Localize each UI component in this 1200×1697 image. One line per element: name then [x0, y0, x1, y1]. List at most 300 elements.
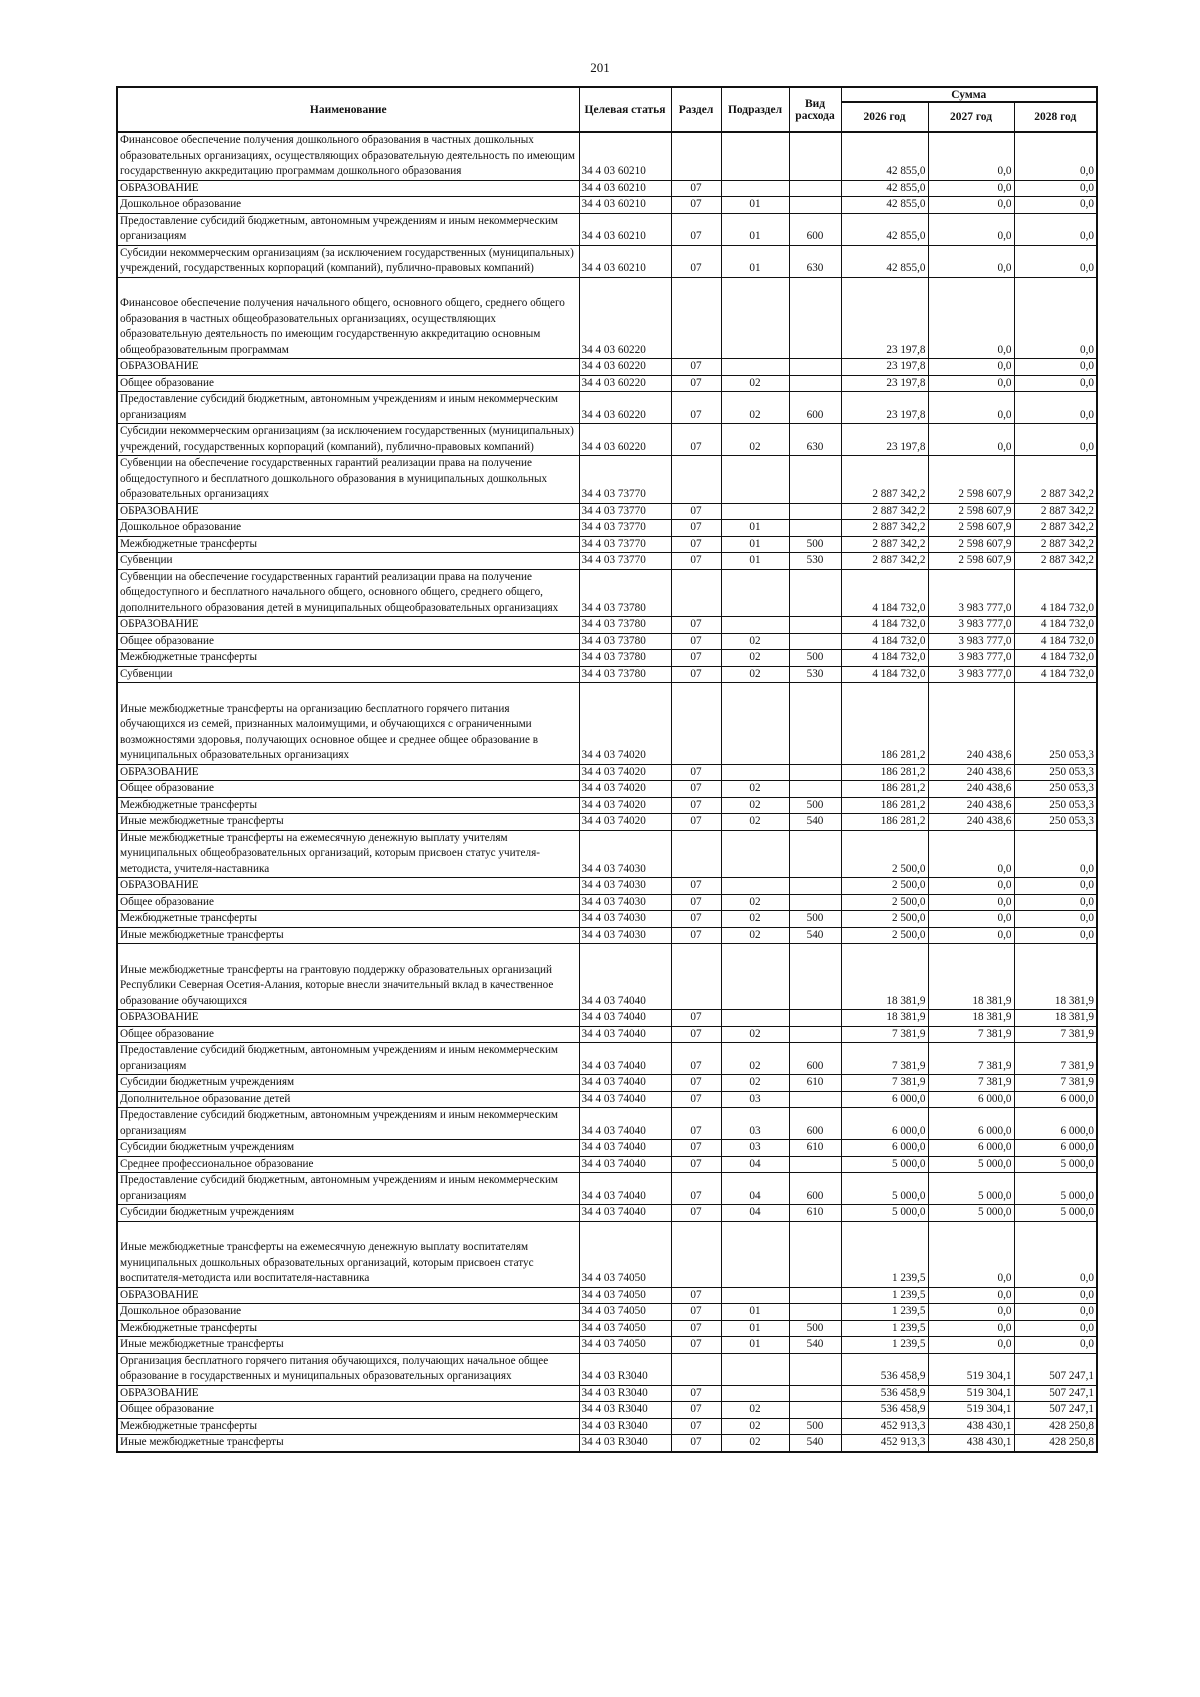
cell-expense-type	[789, 503, 841, 520]
cell-sum-2027: 0,0	[928, 245, 1014, 277]
cell-name: Общее образование	[117, 633, 579, 650]
table-row	[117, 1353, 1097, 1385]
cell-sum-2027: 18 381,9	[928, 1010, 1014, 1027]
cell-subsection: 02	[721, 375, 789, 392]
cell-section: 07	[671, 392, 721, 424]
cell-section	[671, 1353, 721, 1385]
cell-name: Предоставление субсидий бюджетным, автономным учреждениям и иным некоммерческим организациям	[117, 213, 579, 245]
cell-sum-2027: 0,0	[928, 132, 1014, 180]
cell-subsection: 04	[721, 1205, 789, 1222]
cell-sum-2027: 2 598 607,9	[928, 456, 1014, 504]
cell-name: Общее образование	[117, 781, 579, 798]
table-row	[117, 1205, 1097, 1222]
cell-sum-2026: 2 887 342,2	[841, 520, 928, 537]
table-row	[117, 1287, 1097, 1304]
cell-subsection: 02	[721, 1435, 789, 1452]
cell-sum-2027: 0,0	[928, 424, 1014, 456]
cell-name: Субвенции	[117, 553, 579, 570]
cell-section: 07	[671, 797, 721, 814]
cell-name: Дошкольное образование	[117, 520, 579, 537]
cell-sum-2027: 6 000,0	[928, 1108, 1014, 1140]
cell-expense-type	[789, 1156, 841, 1173]
cell-expense-type	[789, 1010, 841, 1027]
cell-subsection	[721, 1385, 789, 1402]
cell-subsection: 01	[721, 553, 789, 570]
cell-target-code: 34 4 03 74040	[579, 944, 671, 1010]
cell-sum-2027: 0,0	[928, 392, 1014, 424]
cell-target-code: 34 4 03 R3040	[579, 1435, 671, 1452]
table-row	[117, 944, 1097, 1010]
cell-sum-2026: 186 281,2	[841, 683, 928, 765]
cell-sum-2028: 507 247,1	[1014, 1353, 1097, 1385]
cell-sum-2026: 18 381,9	[841, 944, 928, 1010]
cell-sum-2027: 240 438,6	[928, 814, 1014, 831]
col-header-target: Целевая статья	[579, 87, 671, 132]
cell-target-code: 34 4 03 74040	[579, 1108, 671, 1140]
cell-expense-type	[789, 375, 841, 392]
cell-expense-type: 600	[789, 392, 841, 424]
cell-sum-2028: 4 184 732,0	[1014, 666, 1097, 683]
cell-subsection: 03	[721, 1140, 789, 1157]
cell-sum-2026: 4 184 732,0	[841, 633, 928, 650]
cell-subsection	[721, 359, 789, 376]
cell-sum-2026: 2 500,0	[841, 894, 928, 911]
cell-name	[117, 1221, 579, 1287]
cell-section: 07	[671, 1402, 721, 1419]
cell-sum-2026: 6 000,0	[841, 1108, 928, 1140]
cell-sum-2026: 186 281,2	[841, 814, 928, 831]
cell-expense-type	[789, 1385, 841, 1402]
cell-subsection: 02	[721, 424, 789, 456]
cell-sum-2028: 428 250,8	[1014, 1418, 1097, 1435]
cell-sum-2027: 3 983 777,0	[928, 650, 1014, 667]
cell-target-code: 34 4 03 60220	[579, 277, 671, 359]
cell-section: 07	[671, 520, 721, 537]
table-row	[117, 277, 1097, 359]
cell-expense-type	[789, 197, 841, 214]
cell-section	[671, 944, 721, 1010]
cell-target-code: 34 4 03 60210	[579, 213, 671, 245]
cell-sum-2028: 0,0	[1014, 1337, 1097, 1354]
cell-sum-2026: 1 239,5	[841, 1304, 928, 1321]
cell-section	[671, 830, 721, 878]
cell-expense-type	[789, 1353, 841, 1385]
cell-sum-2028: 0,0	[1014, 392, 1097, 424]
cell-name: Среднее профессиональное образование	[117, 1156, 579, 1173]
cell-expense-type	[789, 456, 841, 504]
cell-name-text: Иные межбюджетные трансферты на ежемесячную денежную выплату воспитателям муниципальных дошкольных образовательных организаций, которым присвоен статус воспитателя-методиста или воспитателя-наставника	[120, 1241, 534, 1284]
cell-expense-type: 600	[789, 213, 841, 245]
cell-subsection: 02	[721, 666, 789, 683]
cell-target-code: 34 4 03 73780	[579, 650, 671, 667]
cell-subsection: 02	[721, 911, 789, 928]
cell-subsection: 03	[721, 1091, 789, 1108]
cell-section: 07	[671, 1287, 721, 1304]
cell-subsection	[721, 683, 789, 765]
cell-section: 07	[671, 1337, 721, 1354]
cell-sum-2028: 0,0	[1014, 927, 1097, 944]
cell-sum-2028: 0,0	[1014, 911, 1097, 928]
cell-section: 07	[671, 1026, 721, 1043]
cell-name	[117, 683, 579, 765]
cell-expense-type	[789, 359, 841, 376]
cell-sum-2027: 0,0	[928, 1320, 1014, 1337]
cell-sum-2027: 0,0	[928, 359, 1014, 376]
cell-sum-2026: 5 000,0	[841, 1173, 928, 1205]
cell-name: ОБРАЗОВАНИЕ	[117, 359, 579, 376]
cell-sum-2027: 5 000,0	[928, 1205, 1014, 1222]
cell-subsection: 01	[721, 245, 789, 277]
cell-target-code: 34 4 03 74040	[579, 1043, 671, 1075]
cell-sum-2028: 507 247,1	[1014, 1385, 1097, 1402]
cell-section	[671, 569, 721, 617]
cell-sum-2028: 0,0	[1014, 1320, 1097, 1337]
cell-section: 07	[671, 1205, 721, 1222]
cell-target-code: 34 4 03 60210	[579, 180, 671, 197]
cell-subsection	[721, 617, 789, 634]
table-row	[117, 245, 1097, 277]
cell-sum-2027: 18 381,9	[928, 944, 1014, 1010]
cell-sum-2027: 240 438,6	[928, 797, 1014, 814]
cell-section: 07	[671, 536, 721, 553]
cell-target-code: 34 4 03 74030	[579, 894, 671, 911]
cell-sum-2028: 0,0	[1014, 180, 1097, 197]
cell-section: 07	[671, 197, 721, 214]
cell-subsection	[721, 764, 789, 781]
cell-sum-2028: 2 887 342,2	[1014, 503, 1097, 520]
cell-expense-type	[789, 944, 841, 1010]
cell-name: Межбюджетные трансферты	[117, 650, 579, 667]
cell-subsection: 01	[721, 197, 789, 214]
cell-subsection: 02	[721, 797, 789, 814]
cell-section: 07	[671, 1320, 721, 1337]
cell-name: Иные межбюджетные трансферты	[117, 1337, 579, 1354]
cell-sum-2027: 0,0	[928, 1337, 1014, 1354]
cell-subsection: 02	[721, 814, 789, 831]
table-row	[117, 1075, 1097, 1092]
cell-sum-2027: 0,0	[928, 375, 1014, 392]
cell-section: 07	[671, 1140, 721, 1157]
cell-section: 07	[671, 1043, 721, 1075]
cell-target-code: 34 4 03 74040	[579, 1026, 671, 1043]
cell-expense-type: 610	[789, 1075, 841, 1092]
cell-sum-2027: 5 000,0	[928, 1156, 1014, 1173]
cell-subsection	[721, 1221, 789, 1287]
cell-expense-type	[789, 633, 841, 650]
cell-name: Межбюджетные трансферты	[117, 797, 579, 814]
table-row	[117, 197, 1097, 214]
cell-name: Общее образование	[117, 1402, 579, 1419]
table-row	[117, 1304, 1097, 1321]
cell-sum-2027: 0,0	[928, 1221, 1014, 1287]
cell-expense-type	[789, 1402, 841, 1419]
cell-section: 07	[671, 894, 721, 911]
cell-target-code: 34 4 03 74050	[579, 1287, 671, 1304]
cell-sum-2027: 2 598 607,9	[928, 536, 1014, 553]
cell-section: 07	[671, 617, 721, 634]
cell-target-code: 34 4 03 74020	[579, 781, 671, 798]
cell-target-code: 34 4 03 73770	[579, 520, 671, 537]
cell-sum-2028: 7 381,9	[1014, 1075, 1097, 1092]
cell-name: Организация бесплатного горячего питания обучающихся, получающих начальное общее образование в государственных и муниципальных образовательных организациях	[117, 1353, 579, 1385]
cell-expense-type: 500	[789, 797, 841, 814]
cell-expense-type	[789, 569, 841, 617]
cell-section	[671, 683, 721, 765]
cell-sum-2028: 0,0	[1014, 213, 1097, 245]
cell-sum-2027: 3 983 777,0	[928, 633, 1014, 650]
table-row	[117, 132, 1097, 180]
cell-subsection	[721, 944, 789, 1010]
cell-expense-type: 500	[789, 1418, 841, 1435]
col-header-2027: 2027 год	[928, 102, 1014, 132]
cell-target-code: 34 4 03 74040	[579, 1010, 671, 1027]
cell-subsection: 01	[721, 1304, 789, 1321]
cell-expense-type: 500	[789, 911, 841, 928]
cell-name: Субвенции	[117, 666, 579, 683]
cell-expense-type: 600	[789, 1043, 841, 1075]
cell-section: 07	[671, 927, 721, 944]
cell-sum-2027: 7 381,9	[928, 1075, 1014, 1092]
table-row	[117, 1435, 1097, 1452]
cell-subsection: 02	[721, 1043, 789, 1075]
cell-section: 07	[671, 424, 721, 456]
cell-target-code: 34 4 03 74030	[579, 927, 671, 944]
cell-subsection: 01	[721, 213, 789, 245]
cell-sum-2027: 3 983 777,0	[928, 569, 1014, 617]
table-row	[117, 683, 1097, 765]
table-row	[117, 781, 1097, 798]
cell-sum-2026: 186 281,2	[841, 797, 928, 814]
cell-name: ОБРАЗОВАНИЕ	[117, 503, 579, 520]
cell-target-code: 34 4 03 73780	[579, 633, 671, 650]
cell-sum-2027: 6 000,0	[928, 1091, 1014, 1108]
cell-sum-2026: 4 184 732,0	[841, 569, 928, 617]
cell-expense-type	[789, 520, 841, 537]
cell-section: 07	[671, 650, 721, 667]
cell-sum-2026: 23 197,8	[841, 392, 928, 424]
table-row	[117, 1385, 1097, 1402]
cell-sum-2026: 4 184 732,0	[841, 666, 928, 683]
cell-sum-2026: 1 239,5	[841, 1221, 928, 1287]
cell-subsection: 01	[721, 1320, 789, 1337]
cell-sum-2026: 4 184 732,0	[841, 650, 928, 667]
cell-expense-type	[789, 894, 841, 911]
cell-subsection: 04	[721, 1173, 789, 1205]
cell-expense-type: 530	[789, 666, 841, 683]
cell-expense-type: 630	[789, 424, 841, 456]
cell-sum-2028: 0,0	[1014, 197, 1097, 214]
cell-subsection: 02	[721, 781, 789, 798]
cell-target-code: 34 4 03 R3040	[579, 1418, 671, 1435]
table-row	[117, 894, 1097, 911]
table-row	[117, 911, 1097, 928]
cell-name: Иные межбюджетные трансферты	[117, 927, 579, 944]
cell-sum-2026: 2 887 342,2	[841, 536, 928, 553]
cell-section: 07	[671, 245, 721, 277]
cell-target-code: 34 4 03 74030	[579, 911, 671, 928]
cell-target-code: 34 4 03 74020	[579, 814, 671, 831]
cell-sum-2027: 438 430,1	[928, 1435, 1014, 1452]
cell-sum-2027: 519 304,1	[928, 1353, 1014, 1385]
cell-section: 07	[671, 553, 721, 570]
cell-expense-type: 540	[789, 1435, 841, 1452]
cell-target-code: 34 4 03 60220	[579, 424, 671, 456]
table-row	[117, 830, 1097, 878]
cell-sum-2028: 0,0	[1014, 245, 1097, 277]
table-row	[117, 424, 1097, 456]
cell-sum-2028: 2 887 342,2	[1014, 520, 1097, 537]
cell-name: Предоставление субсидий бюджетным, автономным учреждениям и иным некоммерческим организациям	[117, 1043, 579, 1075]
cell-sum-2026: 5 000,0	[841, 1205, 928, 1222]
cell-sum-2028: 250 053,3	[1014, 683, 1097, 765]
cell-subsection: 03	[721, 1108, 789, 1140]
cell-subsection	[721, 878, 789, 895]
cell-section: 07	[671, 1304, 721, 1321]
cell-section: 07	[671, 1435, 721, 1452]
cell-sum-2028: 428 250,8	[1014, 1435, 1097, 1452]
col-header-name: Наименование	[117, 87, 579, 132]
cell-sum-2026: 42 855,0	[841, 245, 928, 277]
table-row	[117, 1418, 1097, 1435]
cell-sum-2026: 18 381,9	[841, 1010, 928, 1027]
cell-target-code: 34 4 03 74050	[579, 1221, 671, 1287]
cell-section: 07	[671, 375, 721, 392]
cell-sum-2026: 536 458,9	[841, 1385, 928, 1402]
cell-sum-2028: 0,0	[1014, 1304, 1097, 1321]
cell-subsection	[721, 1353, 789, 1385]
cell-target-code: 34 4 03 73770	[579, 456, 671, 504]
table-row	[117, 764, 1097, 781]
cell-expense-type: 600	[789, 1173, 841, 1205]
cell-name: Иные межбюджетные трансферты	[117, 814, 579, 831]
cell-name: Межбюджетные трансферты	[117, 1320, 579, 1337]
cell-name: Субвенции на обеспечение государственных гарантий реализации права на получение общедоступного и бесплатного дошкольного образования в муниципальных дошкольных образовательных организациях	[117, 456, 579, 504]
cell-sum-2028: 7 381,9	[1014, 1026, 1097, 1043]
col-header-2028: 2028 год	[1014, 102, 1097, 132]
cell-sum-2026: 1 239,5	[841, 1320, 928, 1337]
table-row	[117, 1402, 1097, 1419]
cell-name: ОБРАЗОВАНИЕ	[117, 1287, 579, 1304]
cell-sum-2026: 42 855,0	[841, 132, 928, 180]
table-row	[117, 666, 1097, 683]
cell-sum-2028: 507 247,1	[1014, 1402, 1097, 1419]
table-row	[117, 1337, 1097, 1354]
cell-expense-type: 630	[789, 245, 841, 277]
cell-section: 07	[671, 1418, 721, 1435]
cell-expense-type: 610	[789, 1205, 841, 1222]
cell-sum-2028: 5 000,0	[1014, 1205, 1097, 1222]
cell-target-code: 34 4 03 R3040	[579, 1385, 671, 1402]
cell-name	[117, 277, 579, 359]
cell-expense-type	[789, 683, 841, 765]
cell-sum-2026: 7 381,9	[841, 1075, 928, 1092]
cell-sum-2028: 0,0	[1014, 1221, 1097, 1287]
cell-sum-2028: 2 887 342,2	[1014, 536, 1097, 553]
cell-subsection: 01	[721, 1337, 789, 1354]
table-row	[117, 553, 1097, 570]
cell-target-code: 34 4 03 73770	[579, 553, 671, 570]
cell-section: 07	[671, 666, 721, 683]
cell-sum-2027: 240 438,6	[928, 764, 1014, 781]
cell-sum-2026: 7 381,9	[841, 1043, 928, 1075]
cell-sum-2027: 519 304,1	[928, 1385, 1014, 1402]
cell-sum-2026: 4 184 732,0	[841, 617, 928, 634]
cell-section: 07	[671, 213, 721, 245]
cell-expense-type	[789, 1026, 841, 1043]
table-row	[117, 1010, 1097, 1027]
cell-target-code: 34 4 03 74050	[579, 1304, 671, 1321]
cell-sum-2028: 7 381,9	[1014, 1043, 1097, 1075]
cell-sum-2027: 519 304,1	[928, 1402, 1014, 1419]
cell-expense-type: 530	[789, 553, 841, 570]
cell-target-code: 34 4 03 73780	[579, 617, 671, 634]
table-row	[117, 456, 1097, 504]
page-number: 201	[590, 60, 610, 75]
cell-expense-type: 500	[789, 1320, 841, 1337]
cell-expense-type	[789, 830, 841, 878]
col-header-section: Раздел	[671, 87, 721, 132]
cell-sum-2026: 42 855,0	[841, 213, 928, 245]
cell-target-code: 34 4 03 74040	[579, 1091, 671, 1108]
cell-sum-2027: 0,0	[928, 277, 1014, 359]
cell-name: Межбюджетные трансферты	[117, 911, 579, 928]
table-row	[117, 1091, 1097, 1108]
table-row	[117, 878, 1097, 895]
cell-sum-2027: 7 381,9	[928, 1043, 1014, 1075]
cell-section: 07	[671, 1108, 721, 1140]
cell-name: Иные межбюджетные трансферты на ежемесячную денежную выплату учителям муниципальных общеобразовательных организаций, которым присвоен статус учителя-методиста, учителя-наставника	[117, 830, 579, 878]
cell-name: Субсидии некоммерческим организациям (за исключением государственных (муниципальных) учреждений, государственных корпораций (компаний), публично-правовых компаний)	[117, 424, 579, 456]
cell-name: Общее образование	[117, 375, 579, 392]
table-row	[117, 503, 1097, 520]
cell-subsection: 01	[721, 536, 789, 553]
cell-sum-2028: 0,0	[1014, 277, 1097, 359]
cell-target-code: 34 4 03 74050	[579, 1337, 671, 1354]
cell-sum-2026: 7 381,9	[841, 1026, 928, 1043]
cell-sum-2026: 6 000,0	[841, 1091, 928, 1108]
cell-name: Субвенции на обеспечение государственных гарантий реализации права на получение общедоступного и бесплатного начального общего, основного общего, среднего общего, дополнительного образования детей в муниципальных общеобразовательных организациях	[117, 569, 579, 617]
cell-subsection	[721, 1287, 789, 1304]
cell-sum-2027: 2 598 607,9	[928, 553, 1014, 570]
cell-section	[671, 456, 721, 504]
cell-sum-2028: 4 184 732,0	[1014, 617, 1097, 634]
cell-expense-type: 600	[789, 1108, 841, 1140]
cell-subsection	[721, 1010, 789, 1027]
cell-name: Финансовое обеспечение получения дошкольного образования в частных дошкольных образовательных организациях, осуществляющих образовательную деятельность по имеющим государственную аккредитацию программам дошкольного образования	[117, 132, 579, 180]
table-row	[117, 1173, 1097, 1205]
cell-target-code: 34 4 03 74050	[579, 1320, 671, 1337]
cell-expense-type	[789, 878, 841, 895]
cell-section: 07	[671, 1075, 721, 1092]
cell-sum-2027: 240 438,6	[928, 781, 1014, 798]
cell-subsection: 02	[721, 1418, 789, 1435]
table-row	[117, 1043, 1097, 1075]
budget-table	[116, 86, 1098, 1453]
cell-sum-2028: 0,0	[1014, 830, 1097, 878]
cell-sum-2028: 0,0	[1014, 132, 1097, 180]
cell-subsection: 02	[721, 1402, 789, 1419]
cell-sum-2028: 250 053,3	[1014, 764, 1097, 781]
cell-expense-type	[789, 1287, 841, 1304]
cell-subsection	[721, 830, 789, 878]
table-row	[117, 213, 1097, 245]
cell-expense-type	[789, 1091, 841, 1108]
cell-subsection	[721, 569, 789, 617]
cell-sum-2026: 6 000,0	[841, 1140, 928, 1157]
table-row	[117, 392, 1097, 424]
cell-section: 07	[671, 633, 721, 650]
cell-name: Дошкольное образование	[117, 1304, 579, 1321]
